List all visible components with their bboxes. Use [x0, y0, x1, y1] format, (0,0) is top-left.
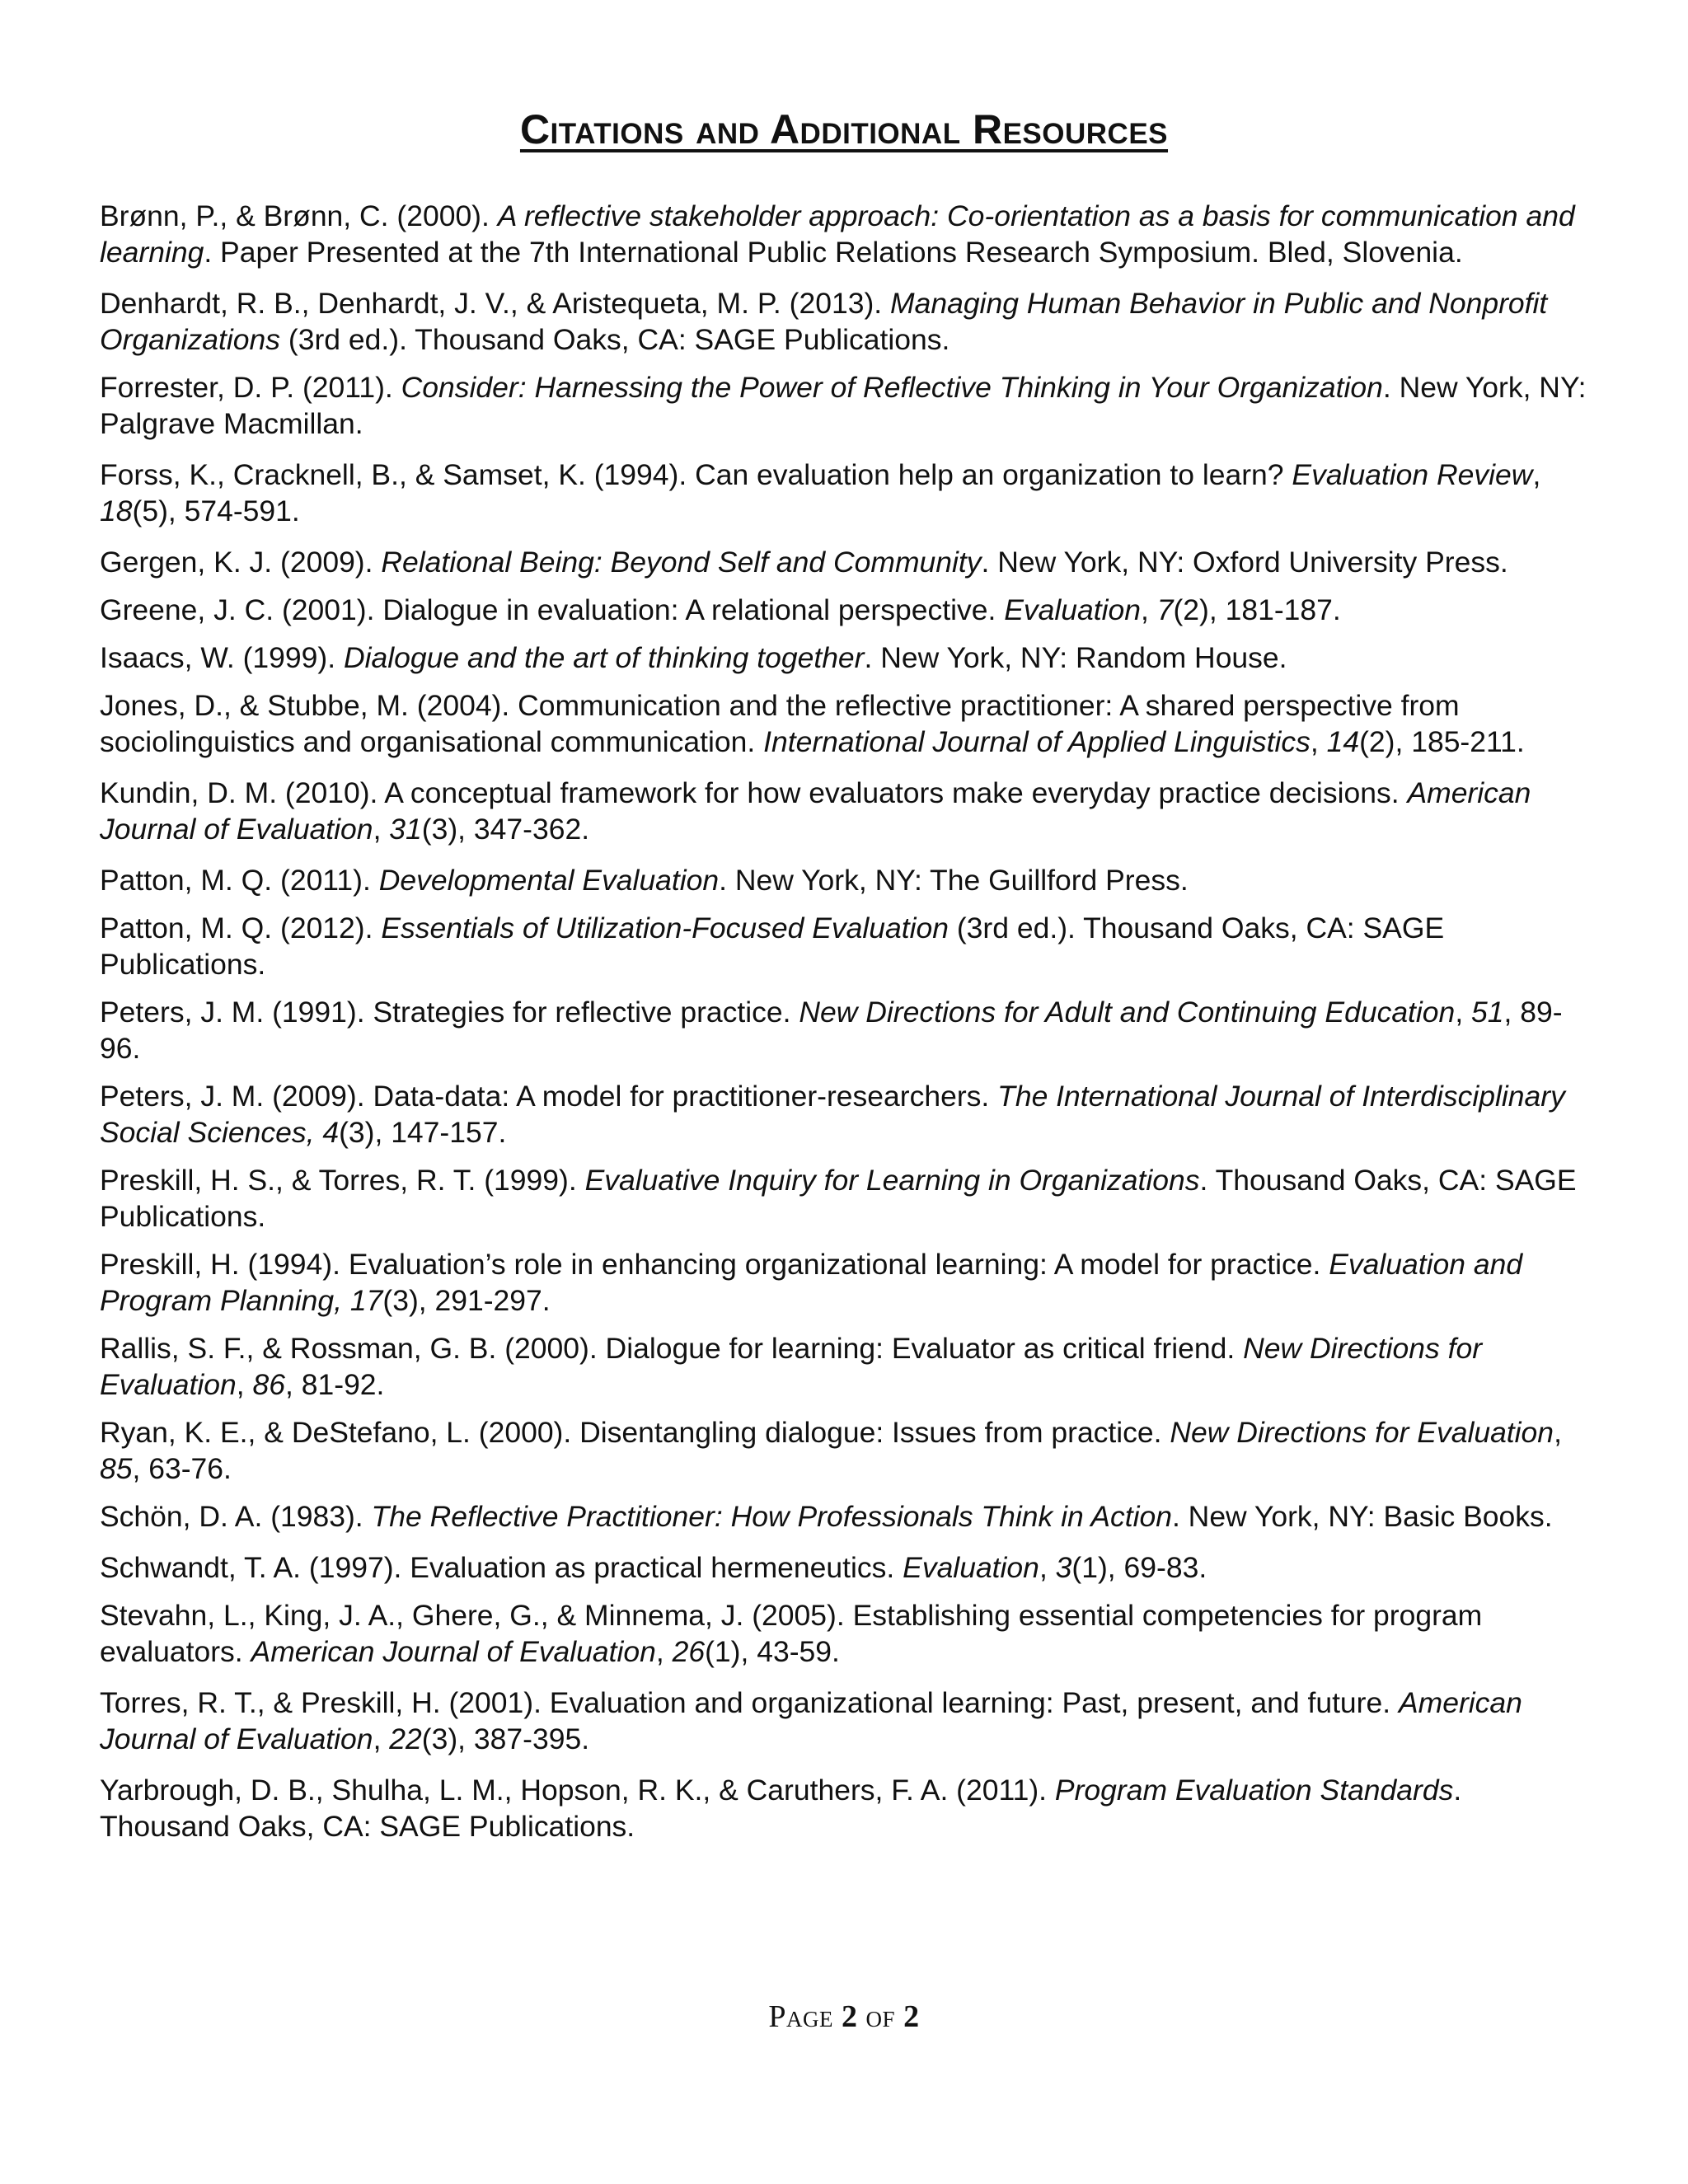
- reference-entry: Greene, J. C. (2001). Dialogue in evaluation: A relational perspective. Evaluation, 7(2), 181-187.: [100, 593, 1341, 626]
- reference-entry: Jones, D., & Stubbe, M. (2004). Communication and the reflective practitioner: A shared perspective from sociolinguistics and organisational communication. International Journal of Applied Linguistics, 14(2), 185-211.: [100, 689, 1525, 758]
- reference-entry: Patton, M. Q. (2011). Developmental Evaluation. New York, NY: The Guillford Press.: [100, 864, 1189, 897]
- page-number-footer: [0, 1996, 1688, 2037]
- reference-entry: Preskill, H. (1994). Evaluation’s role in enhancing organizational learning: A model for practice. Evaluation and Program Planning, 17(3), 291-297.: [100, 1248, 1523, 1317]
- reference-entry: Torres, R. T., & Preskill, H. (2001). Evaluation and organizational learning: Past, present, and future. American Journal of Evaluation, 22(3), 387-395.: [100, 1686, 1522, 1755]
- reference-entry: Brønn, P., & Brønn, C. (2000). A reflective stakeholder approach: Co-orientation as a basis for communication and learning. Paper Presented at the 7th International Public Relations Research Symposium. Bled, Slovenia.: [100, 199, 1575, 269]
- reference-entry: Ryan, K. E., & DeStefano, L. (2000). Disentangling dialogue: Issues from practice. New Directions for Evaluation, 85, 63-76.: [100, 1416, 1562, 1485]
- total-pages-number: 2: [903, 1999, 920, 2034]
- reference-entry: Patton, M. Q. (2012). Essentials of Utilization-Focused Evaluation (3rd ed.). Thousand Oaks, CA: SAGE Publications.: [100, 912, 1445, 981]
- reference-entry: Stevahn, L., King, J. A., Ghere, G., & Minnema, J. (2005). Establishing essential competencies for program evaluators. American Journal of Evaluation, 26(1), 43-59.: [100, 1599, 1483, 1668]
- reference-entry: Rallis, S. F., & Rossman, G. B. (2000). Dialogue for learning: Evaluator as critical friend. New Directions for Evaluation, 86, 81-92.: [100, 1332, 1483, 1401]
- reference-entry: Schwandt, T. A. (1997). Evaluation as practical hermeneutics. Evaluation, 3(1), 69-83.: [100, 1551, 1207, 1584]
- reference-entry: Isaacs, W. (1999). Dialogue and the art of thinking together. New York, NY: Random House.: [100, 641, 1287, 674]
- reference-entry: Preskill, H. S., & Torres, R. T. (1999). Evaluative Inquiry for Learning in Organizations. Thousand Oaks, CA: SAGE Publications.: [100, 1164, 1577, 1233]
- of-word: of: [865, 1999, 896, 2034]
- reference-entry: Denhardt, R. B., Denhardt, J. V., & Aristequeta, M. P. (2013). Managing Human Behavior in Public and Nonprofit Organizations (3rd ed.). Thousand Oaks, CA: SAGE Publications.: [100, 287, 1548, 356]
- page-title: [0, 102, 1688, 157]
- reference-entry: Peters, J. M. (1991). Strategies for reflective practice. New Directions for Adult and Continuing Education, 51, 89-96.: [100, 996, 1563, 1065]
- page-title-text: Citations and Additional Resources: [519, 106, 1169, 152]
- reference-list: [100, 198, 1598, 1856]
- reference-entry: Forrester, D. P. (2011). Consider: Harnessing the Power of Reflective Thinking in Your Organization. New York, NY: Palgrave Macmillan.: [100, 371, 1587, 440]
- reference-entry: Peters, J. M. (2009). Data-data: A model for practitioner-researchers. The International Journal of Interdisciplinary Social Sciences, 4(3), 147-157.: [100, 1080, 1565, 1149]
- reference-entry: Gergen, K. J. (2009). Relational Being: Beyond Self and Community. New York, NY: Oxford University Press.: [100, 546, 1508, 579]
- reference-entry: Schön, D. A. (1983). The Reflective Practitioner: How Professionals Think in Action. New York, NY: Basic Books.: [100, 1500, 1553, 1533]
- current-page-number: 2: [842, 1999, 858, 2034]
- page-word: Page: [768, 1999, 834, 2034]
- reference-entry: Kundin, D. M. (2010). A conceptual framework for how evaluators make everyday practice decisions. American Journal of Evaluation, 31(3), 347-362.: [100, 776, 1531, 846]
- reference-entry: Forss, K., Cracknell, B., & Samset, K. (1994). Can evaluation help an organization to learn? Evaluation Review, 18(5), 574-591.: [100, 458, 1541, 527]
- reference-entry: Yarbrough, D. B., Shulha, L. M., Hopson, R. K., & Caruthers, F. A. (2011). Program Evaluation Standards. Thousand Oaks, CA: SAGE Publications.: [100, 1774, 1462, 1843]
